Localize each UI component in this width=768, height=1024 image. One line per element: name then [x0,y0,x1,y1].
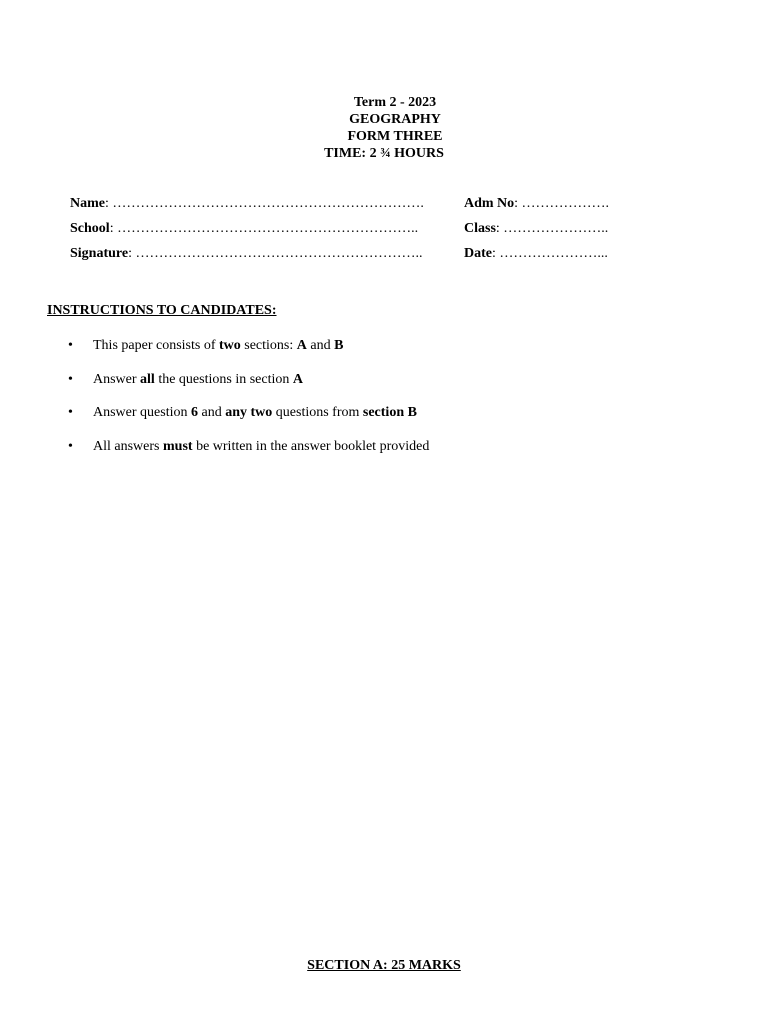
bold-run: B [334,338,344,353]
adm-line: : ………………. [514,196,610,211]
class-line: : ………………….. [495,221,609,236]
date-field[interactable] [464,245,608,262]
bullet-icon: • [68,371,73,387]
time-heading: TIME: 2 ¾ HOURS [324,146,444,161]
bold-run: all [140,371,155,387]
instruction-text [93,371,303,388]
text-run: All answers [93,438,163,454]
name-label: Name [70,196,105,211]
class-field[interactable] [464,220,608,237]
section-a-title: SECTION A: 25 MARKS [307,958,461,973]
text-run: This paper consists of [93,338,219,353]
bold-run: must [163,438,193,454]
signature-label: Signature [70,246,129,261]
school-field[interactable] [70,220,418,237]
exam-header [0,94,768,162]
term-heading: Term 2 - 2023 [353,95,437,110]
name-line: : …………………………………………………………. [105,196,424,211]
school-line: : ……………………………………………………….. [109,221,419,236]
text-run: and [198,405,226,420]
bullet-icon: • [68,338,73,353]
adm-field[interactable] [464,195,609,212]
school-row [70,220,710,245]
bold-run: two [218,338,241,353]
bold-run: section B [362,405,417,420]
subject-heading: GEOGRAPHY [349,112,441,127]
form-heading: FORM THREE [347,129,443,144]
text-run: and [306,338,335,353]
bold-run: 6 [191,405,198,420]
text-run: sections: [240,338,297,353]
instruction-text [93,438,429,455]
text-run: be written in the answer booklet provided [192,438,430,454]
class-label: Class [464,221,496,236]
text-run: Answer [93,371,141,387]
candidate-details [70,195,710,270]
signature-field[interactable] [70,245,422,262]
school-label: School [70,221,110,236]
bold-run: A [292,371,303,387]
bold-run: any two [225,405,273,420]
adm-label: Adm No [464,196,515,211]
signature-row [70,245,710,270]
name-row [70,195,710,220]
text-run: questions from [272,405,363,420]
instructions-title: INSTRUCTIONS TO CANDIDATES: [47,303,277,318]
name-field[interactable] [70,195,424,212]
text-run: Answer question [93,405,191,420]
bold-run: A [296,338,307,353]
date-line: : …………………... [492,246,608,261]
instruction-text [93,404,417,421]
date-label: Date [464,246,492,261]
instruction-text [93,337,343,354]
signature-line: : …………………………………………………….. [128,246,423,261]
text-run: the questions in section [154,371,293,387]
bullet-icon: • [68,405,73,420]
bullet-icon: • [68,438,73,454]
